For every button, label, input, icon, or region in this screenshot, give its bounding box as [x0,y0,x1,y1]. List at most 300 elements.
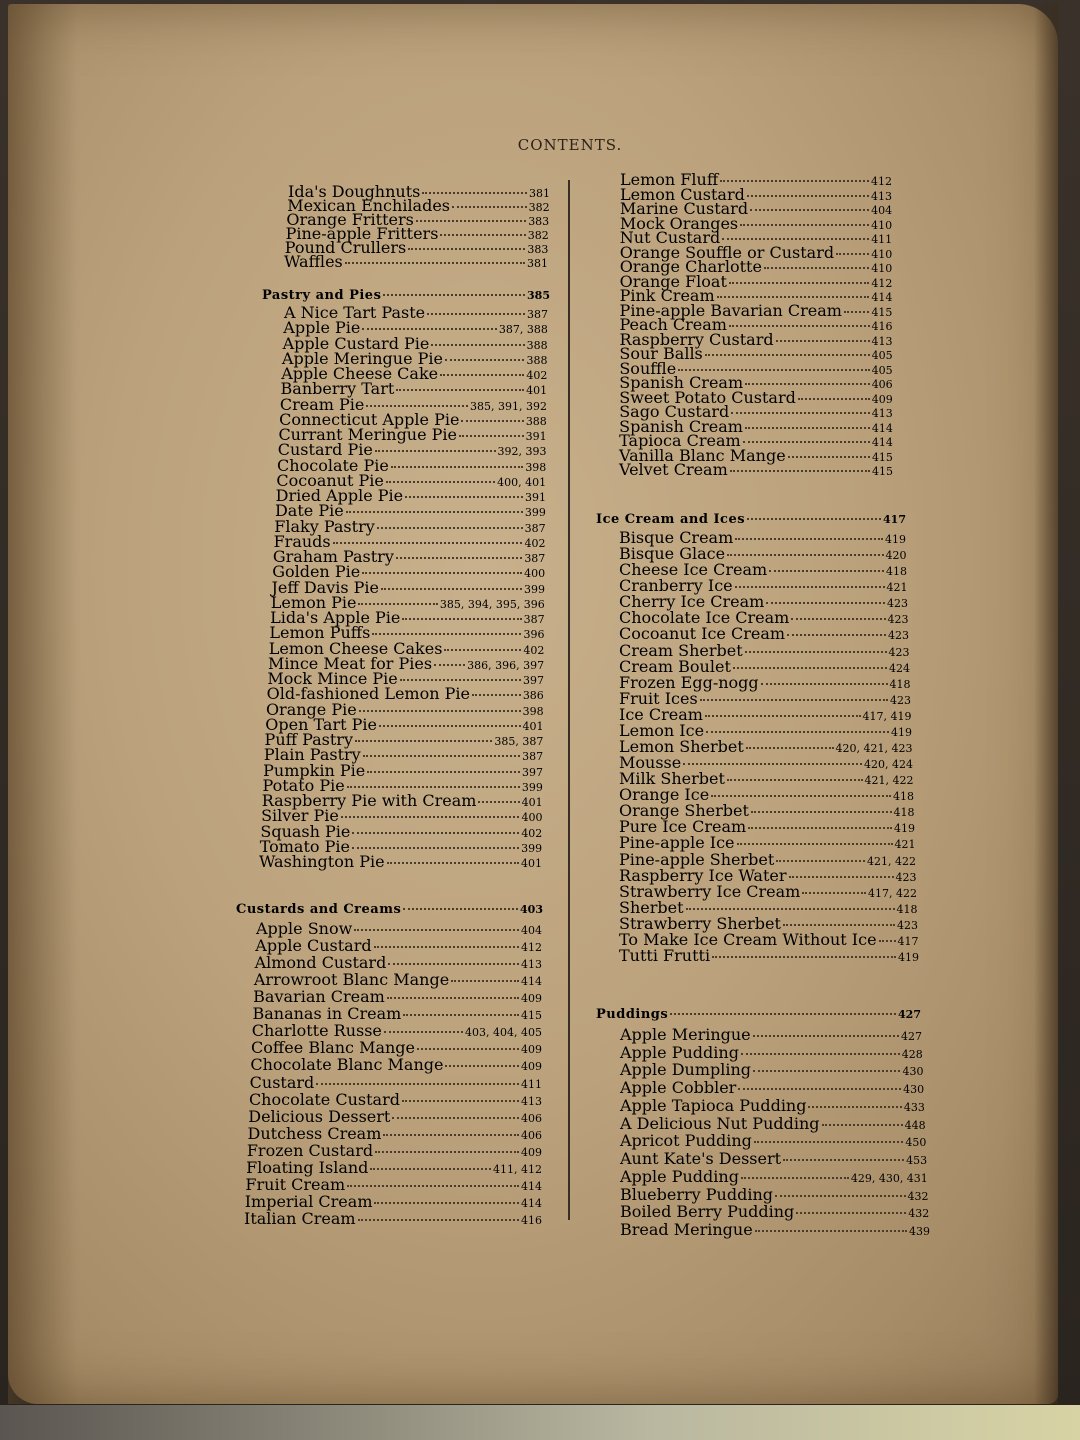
entry-name: Sago Custard [619,402,730,421]
contents-entry [285,224,549,243]
page-number: 388 [526,353,548,367]
entry-name: Milk Sherbet [619,769,725,789]
page-number: 418 [893,790,914,804]
entry-name: Lemon Puffs [269,623,371,643]
leader-dots [383,1134,519,1136]
leader-dots [440,374,524,376]
leader-dots [836,253,869,255]
entry-name: Blueberry Pudding [620,1184,773,1204]
page-number: 402 [523,643,545,657]
page-number: 406 [871,378,893,391]
page-number: 387 [524,521,546,535]
page-number: 397 [521,765,543,779]
leader-dots [346,511,523,513]
page-number: 414 [871,421,893,435]
contents-entry [270,592,545,612]
contents-entry [620,1042,923,1062]
page-number: 404 [871,204,893,217]
entry-name: A Delicious Nut Pudding [620,1113,820,1133]
entry-name: Orange Fritters [286,210,414,229]
contents-entry [619,576,908,596]
contents-entry [287,196,550,215]
entry-name: Lemon Sherbet [619,737,744,756]
contents-entry [281,348,548,368]
contents-entry [278,425,547,444]
contents-entry [620,1202,930,1222]
entry-name: Orange Ice [619,785,710,805]
contents-entry [261,806,543,826]
page-number: 400 [524,567,546,581]
page-number: 423 [888,629,909,643]
contents-entry [265,714,544,734]
entry-name: Mock Oranges [619,213,739,233]
page-number: 427 [898,1008,921,1021]
contents-entry [274,501,546,521]
contents-entry [619,300,893,320]
page-number: 418 [896,902,918,916]
page-number: 421, 422 [867,854,916,868]
page-number: 419 [894,822,915,836]
page-number: 413 [871,334,893,348]
page-number: 387 [523,613,545,626]
leader-dots [445,359,524,361]
entry-name: Sweet Potato Custard [619,387,796,407]
page-number: 417, 422 [868,886,917,900]
leader-dots [737,843,893,845]
page-number: 411 [520,1077,542,1091]
leader-dots [783,924,895,926]
contents-entry [251,1038,542,1058]
entry-name: Pine-apple Sherbet [619,849,775,869]
leader-dots [403,1014,519,1016]
page-number: 428 [901,1047,923,1061]
leader-dots [745,383,870,385]
leader-dots [388,963,519,965]
leader-dots [370,1168,491,1170]
page-number: 399 [521,780,543,794]
page-number: 401 [526,384,548,398]
contents-entry [619,431,893,450]
contents-entry [619,865,917,885]
contents-entry [620,1220,930,1239]
section-heading-label: Ice Cream and Ices [596,512,746,527]
entry-name: Bread Meringue [620,1220,753,1239]
section-heading-label: Pastry and Pies [262,288,382,303]
page-number: 412 [520,941,542,955]
page-number: 411 [871,233,893,246]
leader-dots [746,747,834,749]
leader-dots [750,209,869,211]
entry-name: Orange Souffle or Custard [619,242,835,262]
leader-dots [451,980,519,982]
page-number: 399 [524,582,545,596]
entry-name: Bisque Cream [619,528,734,547]
contents-entry [251,1021,542,1041]
table-surface [0,1405,1080,1440]
page-number: 387 [522,750,544,764]
entry-name: Aunt Kate's Dessert [620,1149,782,1169]
leader-dots [733,667,887,669]
entry-name: Bavarian Cream [253,987,385,1007]
contents-entry [281,364,548,383]
leader-dots [444,649,521,651]
page-number: 421 [886,581,908,595]
entry-name: Open Tart Pie [265,714,377,734]
page-number: 419 [891,725,912,739]
leader-dots [844,311,869,313]
page-number: 396 [523,628,545,642]
contents-entry [619,387,893,407]
contents-entry [619,528,906,547]
page-number: 415 [871,450,893,464]
leader-dots [879,940,896,942]
contents-entry [261,791,543,810]
entry-name: Chocolate Custard [248,1089,400,1109]
page-number: 410 [871,262,893,275]
leader-dots [400,679,521,681]
page-number: 418 [889,677,911,691]
page-number: 423 [887,613,909,627]
page-number: 423 [888,645,910,659]
entry-name: Fruit Cream [245,1174,346,1194]
entry-name: Chocolate Pie [277,455,389,475]
page-number: 405 [871,349,893,362]
entry-name: Apple Meringue [620,1025,751,1044]
entry-name: Cream Sherbet [619,640,743,660]
contents-entry [619,184,893,204]
entry-name: Orange Charlotte [619,257,762,276]
page-number: 415 [872,465,893,478]
page-number: 417, 419 [862,709,912,723]
page-number: 382 [527,229,549,242]
contents-entry [620,1149,928,1169]
leader-dots [372,633,521,635]
leader-dots [741,1053,900,1055]
contents-entry [270,608,545,627]
section-heading-label: Puddings [596,1007,669,1022]
entry-name: Pink Cream [619,286,715,305]
contents-entry [620,1131,927,1151]
leader-dots [445,1065,519,1067]
page-number: 409 [520,1043,542,1057]
page-number: 392, 393 [497,445,547,459]
contents-entry [255,936,542,956]
leader-dots [745,427,870,429]
page-number: 381 [529,187,550,200]
entry-name: Connecticut Apple Pie [279,409,460,429]
contents-entry [283,318,548,338]
entry-name: Velvet Cream [619,460,728,479]
entry-name: Souffle [619,358,677,378]
page-number: 402 [524,536,546,550]
leader-dots [722,238,869,240]
page-number: 399 [524,506,546,520]
entry-name: Sour Balls [619,344,703,363]
contents-entry [619,753,913,773]
leader-dots [783,1159,904,1161]
entry-name: Apple Tapioca Pudding [620,1095,807,1115]
contents-entry [286,210,550,229]
entry-name: Flaky Pastry [274,516,375,536]
entry-name: Marine Custard [619,199,749,218]
leader-dots [776,860,865,862]
contents-entry [619,344,893,363]
page-number: 433 [903,1100,925,1114]
leader-dots [751,811,892,813]
contents-entry [288,182,550,201]
page-number: 412 [871,175,892,188]
leader-dots [440,234,525,236]
contents-entry [266,684,544,704]
page-number: 423 [890,693,911,707]
leader-dots [358,1219,519,1221]
leader-dots [796,1212,906,1214]
page-number: 421 [894,838,916,852]
contents-entry [253,970,542,990]
page-number: 385, 394, 395, 396 [439,597,545,611]
entry-name: Charlotte Russe [251,1021,382,1041]
contents-entry [619,640,910,660]
page-number: 401 [521,796,543,809]
page-number: 448 [904,1118,926,1132]
leader-dots [683,763,862,765]
entry-name: Chocolate Blanc Mange [250,1055,444,1075]
page-number: 414 [520,1196,542,1210]
entry-name: Bisque Glace [619,544,726,564]
leader-dots [735,538,883,540]
leader-dots [753,1035,899,1037]
contents-entry [619,213,893,233]
contents-entry [619,913,918,933]
leader-dots [678,369,869,371]
contents-entry [619,737,913,756]
leader-dots [427,313,525,315]
leader-dots [355,740,492,742]
leader-dots [776,340,870,342]
contents-entry [245,1174,542,1194]
contents-entry [246,1157,542,1177]
contents-entry [620,1113,926,1133]
page-number: 413 [871,407,893,420]
contents-entry [619,785,914,805]
page-number: 414 [871,436,893,449]
leader-dots [798,398,870,400]
page-number: 406 [520,1128,542,1142]
page-number: 410 [871,247,893,261]
contents-entry [252,1004,542,1024]
entry-name: Silver Pie [261,806,339,826]
entry-name: Chocolate Ice Cream [619,608,790,628]
entry-name: Banberry Tart [280,379,395,399]
contents-entry [284,303,548,322]
entry-name: Apple Meringue Pie [281,348,443,368]
contents-entry [272,547,546,566]
leader-dots [405,496,523,498]
leader-dots [808,1106,901,1108]
leader-dots [766,602,885,604]
entry-name: Lemon Fluff [620,170,719,189]
page-number: 409 [520,1060,542,1074]
leader-dots [787,634,886,636]
contents-entry [619,720,912,740]
leader-dots [341,816,520,818]
page-number: 387, 388 [498,323,548,337]
entry-name: Graham Pastry [272,547,394,566]
contents-entry [265,699,544,719]
leader-dots [354,929,519,931]
contents-entry [620,1025,922,1044]
entry-name: Frauds [273,531,331,551]
leader-dots [478,801,519,803]
leader-dots [416,220,526,222]
page-number: 385, 391, 392 [470,399,547,413]
page-number: 398 [525,460,547,474]
entry-name: Dried Apple Pie [275,486,404,505]
contents-entry [619,445,893,465]
leader-dots [461,420,523,422]
page-number: 388 [526,338,548,352]
leader-dots [686,908,895,910]
leader-dots [367,771,520,773]
leader-dots [387,997,519,999]
contents-entry [619,817,915,837]
entry-name: Custard Pie [277,440,373,460]
entry-name: Ida's Doughnuts [288,182,421,201]
page-number: 414 [871,291,893,304]
leader-dots [753,1070,900,1072]
leader-dots [789,876,894,878]
contents-entry [619,199,893,218]
entry-name: Arrowroot Blanc Mange [253,970,450,990]
contents-entry [279,409,547,429]
contents-entry [619,271,893,291]
contents-entry [256,919,542,938]
entry-name: Mousse [619,753,682,773]
page-number: 424 [889,661,910,675]
leader-dots [345,262,525,264]
contents-entry [619,358,893,378]
contents-entry [619,672,911,692]
leader-dots [747,518,881,520]
entry-name: Dutchess Cream [247,1123,382,1143]
page-number: 411, 412 [493,1162,542,1176]
leader-dots [747,195,869,197]
entry-name: Lemon Pie [270,592,357,612]
contents-entry [620,1095,925,1115]
page-number: 416 [521,1214,542,1227]
leader-dots [748,827,892,829]
contents-entry [619,373,893,392]
contents-entry [619,833,916,853]
leader-dots [472,694,521,696]
entry-name: Raspberry Ice Water [619,865,787,885]
page-number: 399 [521,841,543,855]
leader-dots [347,1185,519,1187]
entry-name: Tapioca Cream [619,431,741,450]
leader-dots [366,405,468,407]
entry-name: Bananas in Cream [252,1004,402,1024]
contents-entry [263,745,544,765]
page-number: 418 [893,806,915,820]
contents-entry [619,608,909,628]
leader-dots [374,1202,519,1204]
page-number: 432 [908,1207,930,1221]
page-number: 417 [883,513,906,526]
page-number: 402 [526,369,548,382]
leader-dots [754,1141,903,1143]
page-number: 419 [885,533,906,546]
leader-dots [434,664,465,666]
leader-dots [383,294,525,296]
entry-name: Jeff Davis Pie [271,577,380,597]
leader-dots [386,481,495,483]
entry-name: Frozen Custard [246,1140,374,1160]
entry-name: Almond Custard [254,953,387,973]
leader-dots [729,282,869,284]
leader-dots [347,786,520,788]
contents-entry [267,669,544,688]
page-number: 403 [520,903,543,916]
section-heading [262,288,550,303]
leader-dots [375,1151,519,1153]
page-number: 397 [522,674,544,687]
page-number: 429, 430, 431 [850,1171,928,1185]
contents-entry [619,946,919,965]
page-number: 416 [871,320,893,333]
entry-name: Squash Pie [260,821,351,841]
contents-entry [619,688,911,708]
entry-name: Apple Dumpling [620,1060,752,1080]
entry-name: Nut Custard [619,228,721,247]
contents-entry [619,416,893,436]
leader-dots [402,618,521,620]
contents-entry [619,769,914,789]
leader-dots [769,570,884,572]
leader-dots [775,1195,906,1197]
leader-dots [727,554,883,556]
entry-name: Apricot Pudding [620,1131,752,1151]
entry-name: Imperial Cream [244,1191,373,1211]
page-number: 417 [897,934,919,948]
contents-entry [268,638,545,658]
leader-dots [384,1031,463,1033]
page-number: 415 [871,305,893,319]
contents-entry [279,394,547,414]
page-number: 423 [887,597,908,611]
leader-dots [711,795,891,797]
leader-dots [362,328,496,330]
contents-entry [619,315,893,334]
page-number: 430 [903,1083,925,1097]
contents-entry [620,1166,928,1186]
leader-dots [352,847,519,849]
entry-name: Raspberry Custard [619,329,774,349]
leader-dots [741,1177,849,1179]
contents-entry [268,653,545,673]
leader-dots [735,586,885,588]
entry-name: Apple Pudding [620,1042,739,1062]
contents-entry [254,953,542,973]
page-number: 388 [525,414,547,428]
entry-name: Spanish Cream [619,373,744,392]
page-number: 413 [520,1094,542,1108]
leader-dots [791,618,885,620]
entry-name: Sherbet [619,897,684,917]
entry-name: Lemon Custard [619,184,745,204]
contents-entry [620,1060,924,1080]
section-heading [236,902,543,917]
leader-dots [377,527,523,529]
